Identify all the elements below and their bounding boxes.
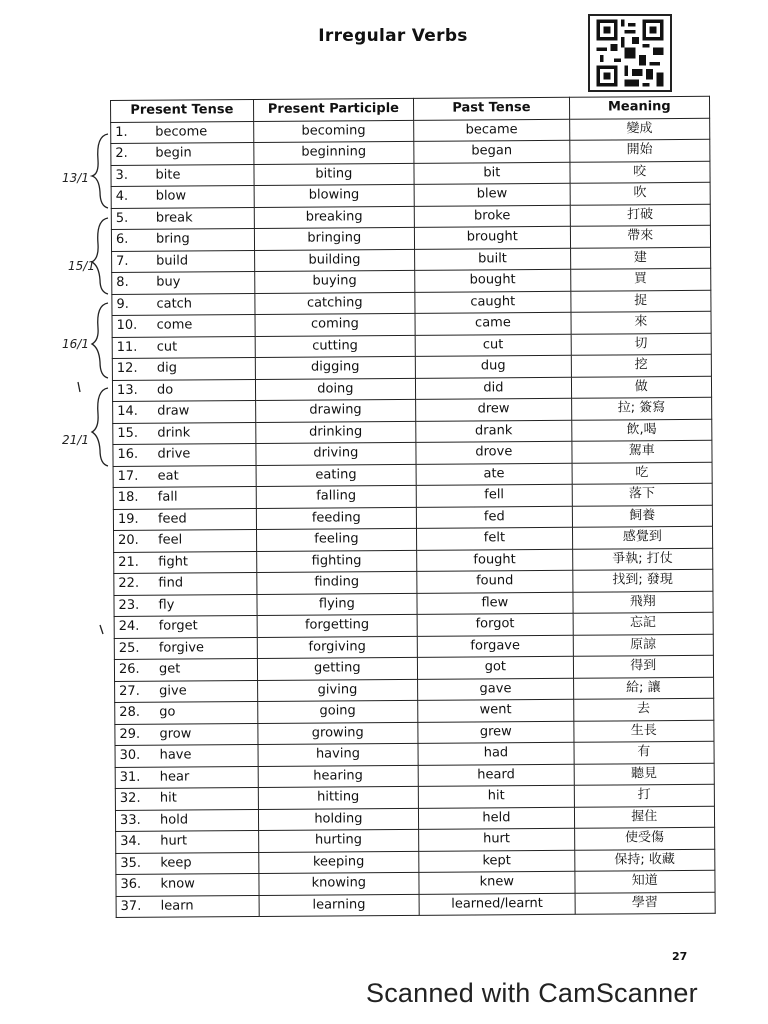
meaning-cell: 捉: [570, 290, 711, 312]
header-present-tense: Present Tense: [111, 100, 254, 122]
present-tense: eat: [157, 468, 179, 484]
row-number: 10.: [116, 318, 138, 334]
present-participle-cell: biting: [253, 163, 414, 186]
note-rows-13-16: 21/1: [62, 433, 89, 447]
present-tense-cell: [111, 121, 254, 143]
present-tense-cell: [113, 508, 256, 530]
meaning-cell: 感覺到: [572, 526, 713, 548]
row-number: 35.: [120, 855, 142, 871]
present-tense-cell: [115, 766, 258, 788]
meaning-cell: 得到: [573, 655, 714, 677]
meaning-cell: 保持; 收藏: [574, 849, 715, 871]
present-tense-cell: [111, 228, 254, 250]
present-participle-cell: driving: [255, 442, 416, 465]
present-tense: hold: [159, 812, 189, 828]
present-participle-cell: feeling: [256, 528, 417, 551]
meaning-cell: 有: [574, 741, 715, 763]
meaning-cell: 建: [570, 247, 711, 269]
present-tense: fight: [158, 554, 189, 570]
present-tense: begin: [155, 145, 192, 161]
present-tense: forgive: [158, 640, 205, 656]
header-present-participle: Present Participle: [253, 98, 414, 121]
past-tense-cell: went: [418, 699, 574, 722]
present-participle-cell: having: [258, 743, 419, 766]
meaning-cell: 駕車: [571, 440, 712, 462]
present-tense-cell: [111, 164, 254, 186]
row-number: 6.: [115, 232, 129, 248]
present-participle-cell: hurting: [258, 829, 419, 852]
present-tense-cell: [116, 830, 259, 852]
present-tense: catch: [156, 296, 193, 312]
page-number: 27: [672, 950, 688, 963]
meaning-cell: 使受傷: [574, 827, 715, 849]
present-tense: keep: [160, 855, 192, 871]
meaning-cell: 吃: [572, 462, 713, 484]
row-number: 15.: [117, 425, 139, 441]
present-tense: dig: [156, 360, 178, 376]
row-number: 8.: [116, 275, 129, 291]
row-number: 20.: [118, 533, 139, 549]
present-tense-cell: [116, 852, 259, 874]
row-number: 33.: [119, 812, 141, 828]
present-tense: grow: [159, 726, 192, 742]
meaning-cell: 忘記: [573, 612, 714, 634]
meaning-cell: 咬: [569, 161, 710, 183]
present-tense: bite: [155, 167, 181, 183]
meaning-cell: 給; 讓: [573, 677, 714, 699]
present-tense: learn: [160, 898, 194, 914]
row-number: 21.: [118, 554, 139, 570]
qr-code-icon: [588, 14, 672, 92]
row-number: 14.: [117, 404, 138, 420]
meaning-cell: 飛翔: [572, 591, 713, 613]
present-tense-cell: [113, 422, 256, 444]
present-participle-cell: eating: [256, 464, 417, 487]
present-tense: go: [159, 704, 176, 720]
present-tense-cell: [111, 143, 254, 165]
row-number: 26.: [118, 662, 140, 678]
past-tense-cell: heard: [418, 764, 574, 787]
meaning-cell: 學習: [575, 892, 716, 914]
note-rows-1-4: 13/1: [62, 171, 89, 185]
present-tense-cell: [113, 443, 256, 465]
meaning-cell: 吹: [570, 182, 711, 204]
meaning-cell: 打: [574, 784, 715, 806]
past-tense-cell: cut: [415, 334, 571, 357]
present-tense-cell: [114, 637, 257, 659]
past-tense-cell: hit: [418, 785, 574, 808]
meaning-cell: 握住: [574, 806, 715, 828]
present-tense-cell: [113, 400, 256, 422]
page-title: Irregular Verbs: [318, 26, 468, 46]
past-tense-cell: knew: [419, 871, 575, 894]
meaning-cell: 打破: [570, 204, 711, 226]
meaning-cell: 飼養: [572, 505, 713, 527]
row-number: 7.: [116, 253, 129, 269]
present-participle-cell: forgiving: [257, 636, 418, 659]
present-participle-cell: hitting: [258, 786, 419, 809]
past-tense-cell: blew: [414, 183, 570, 206]
present-tense-cell: [115, 787, 258, 809]
row-number: 1.: [115, 124, 128, 140]
present-tense: draw: [157, 403, 190, 419]
header-meaning: Meaning: [569, 96, 710, 118]
meaning-cell: 變成: [569, 118, 710, 140]
present-tense-cell: [111, 207, 254, 229]
table-row: [116, 892, 715, 918]
past-tense-cell: bought: [415, 269, 571, 292]
present-tense-cell: [112, 293, 255, 315]
meaning-cell: 買: [570, 268, 711, 290]
past-tense-cell: caught: [415, 291, 571, 314]
meaning-cell: 帶來: [570, 225, 711, 247]
note-rows-9-12: 16/1: [62, 337, 89, 351]
present-tense: feel: [158, 532, 183, 548]
present-tense-cell: [113, 465, 256, 487]
past-tense-cell: found: [417, 570, 573, 593]
present-tense: feed: [157, 511, 187, 527]
row-number: 11.: [116, 339, 138, 355]
present-tense-cell: [112, 357, 255, 379]
meaning-cell: 開始: [569, 139, 710, 161]
present-tense-cell: [116, 873, 259, 895]
past-tense-cell: had: [418, 742, 574, 765]
row-number: 23.: [118, 597, 140, 613]
row-number: 3.: [115, 167, 128, 183]
present-tense-cell: [114, 529, 257, 551]
past-tense-cell: kept: [419, 850, 575, 873]
present-participle-cell: buying: [254, 270, 415, 293]
present-participle-cell: coming: [255, 313, 416, 336]
row-number: 13.: [116, 382, 138, 398]
row-number: 22.: [118, 576, 140, 592]
meaning-cell: 飲,喝: [571, 419, 712, 441]
present-tense: do: [156, 382, 174, 398]
present-participle-cell: drawing: [255, 399, 416, 422]
meaning-cell: 生長: [573, 720, 714, 742]
row-number: 12.: [116, 361, 138, 377]
present-participle-cell: breaking: [254, 206, 415, 229]
present-tense: fly: [158, 597, 175, 613]
past-tense-cell: brought: [415, 226, 571, 249]
present-participle-cell: becoming: [253, 120, 414, 143]
row-number: 5.: [115, 210, 129, 226]
present-participle-cell: drinking: [255, 421, 416, 444]
row-number: 37.: [120, 898, 142, 914]
present-participle-cell: fighting: [256, 550, 417, 573]
present-participle-cell: building: [254, 249, 415, 272]
meaning-cell: 找到; 發現: [572, 569, 713, 591]
past-tense-cell: dug: [415, 355, 571, 378]
present-tense: bring: [155, 231, 190, 247]
present-tense: drive: [157, 446, 191, 462]
present-tense: drink: [157, 425, 191, 441]
row-number: 4.: [115, 189, 129, 205]
present-participle-cell: beginning: [253, 141, 414, 164]
row-number: 36.: [120, 877, 142, 893]
note-rows-5-8: 15/1: [68, 259, 95, 273]
present-participle-cell: feeding: [256, 507, 417, 530]
present-tense-cell: [115, 680, 258, 702]
present-participle-cell: knowing: [258, 872, 419, 895]
past-tense-cell: fell: [416, 484, 572, 507]
present-tense: break: [155, 210, 193, 226]
present-participle-cell: digging: [255, 356, 416, 379]
past-tense-cell: broke: [414, 205, 570, 228]
present-tense-cell: [112, 314, 255, 336]
meaning-cell: 挖: [571, 354, 712, 376]
past-tense-cell: learned/learnt: [419, 893, 575, 916]
present-tense: know: [160, 876, 195, 892]
present-participle-cell: flying: [256, 593, 417, 616]
present-tense: give: [159, 683, 187, 699]
present-tense: fall: [157, 489, 178, 505]
present-tense: hear: [159, 769, 190, 785]
present-participle-cell: growing: [257, 722, 418, 745]
past-tense-cell: forgot: [417, 613, 573, 636]
present-tense: buy: [156, 274, 181, 290]
present-participle-cell: holding: [258, 808, 419, 831]
present-participle-cell: hearing: [258, 765, 419, 788]
present-participle-cell: keeping: [258, 851, 419, 874]
past-tense-cell: drank: [416, 420, 572, 443]
row-number: 27.: [119, 683, 140, 699]
row-number: 29.: [119, 726, 141, 742]
row-number: 19.: [117, 511, 139, 527]
meaning-cell: 爭執; 打仗: [572, 548, 713, 570]
past-tense-cell: did: [416, 377, 572, 400]
meaning-cell: 切: [571, 333, 712, 355]
present-participle-cell: getting: [257, 657, 418, 680]
row-number: 30.: [119, 748, 141, 764]
past-tense-cell: felt: [417, 527, 573, 550]
present-tense: hit: [159, 790, 177, 806]
bracket-rows-9-12: [92, 303, 108, 378]
past-tense-cell: forgave: [417, 635, 573, 658]
present-tense: get: [158, 661, 181, 677]
bracket-rows-1-4: [92, 134, 108, 208]
meaning-cell: 原諒: [573, 634, 714, 656]
present-tense: hurt: [160, 833, 188, 849]
present-tense-cell: [112, 250, 255, 272]
past-tense-cell: drew: [416, 398, 572, 421]
present-tense-cell: [112, 336, 255, 358]
past-tense-cell: hurt: [419, 828, 575, 851]
present-participle-cell: cutting: [255, 335, 416, 358]
irregular-verbs-table: [110, 96, 716, 918]
present-tense-cell: [112, 379, 255, 401]
past-tense-cell: began: [414, 140, 570, 163]
present-participle-cell: finding: [256, 571, 417, 594]
row-number: 28.: [119, 705, 141, 721]
present-participle-cell: doing: [255, 378, 416, 401]
present-tense: build: [156, 253, 189, 269]
header-past-tense: Past Tense: [414, 97, 570, 120]
present-participle-cell: catching: [254, 292, 415, 315]
meaning-cell: 聽見: [574, 763, 715, 785]
past-tense-cell: fought: [417, 549, 573, 572]
present-tense-cell: [111, 185, 254, 207]
present-tense-cell: [115, 723, 258, 745]
present-tense-cell: [112, 271, 255, 293]
meaning-cell: 去: [573, 698, 714, 720]
past-tense-cell: bit: [414, 162, 570, 185]
meaning-cell: 拉; 簽寫: [571, 397, 712, 419]
present-tense-cell: [114, 551, 257, 573]
bracket-rows-5-8: [92, 218, 108, 294]
past-tense-cell: drove: [416, 441, 572, 464]
present-tense: blow: [155, 188, 187, 204]
row-number: 18.: [117, 490, 139, 506]
present-tense-cell: [115, 744, 258, 766]
meaning-cell: 來: [571, 311, 712, 333]
row-number: 34.: [120, 834, 141, 850]
present-tense-cell: [114, 572, 257, 594]
past-tense-cell: became: [414, 119, 570, 142]
row-number: 32.: [119, 791, 141, 807]
present-tense: have: [159, 747, 192, 763]
row-number: 31.: [119, 769, 141, 785]
present-tense-cell: [116, 895, 259, 917]
scanner-watermark: Scanned with CamScanner: [366, 978, 698, 1008]
row-number: 17.: [117, 468, 139, 484]
row-number: 9.: [116, 296, 129, 312]
meaning-cell: 做: [571, 376, 712, 398]
present-tense: become: [155, 124, 208, 140]
past-tense-cell: ate: [416, 463, 572, 486]
past-tense-cell: fed: [417, 506, 573, 529]
present-participle-cell: learning: [259, 894, 420, 917]
present-tense-cell: [113, 486, 256, 508]
present-participle-cell: giving: [257, 679, 418, 702]
present-participle-cell: blowing: [254, 184, 415, 207]
present-tense-cell: [114, 658, 257, 680]
row-number: 25.: [118, 640, 140, 656]
present-tense-cell: [114, 615, 257, 637]
row-number: 2.: [115, 146, 128, 162]
present-tense: come: [156, 317, 193, 333]
meaning-cell: 知道: [574, 870, 715, 892]
present-tense-cell: [115, 701, 258, 723]
present-tense-cell: [114, 594, 257, 616]
present-tense: find: [158, 575, 184, 591]
meaning-cell: 落下: [572, 483, 713, 505]
present-tense: cut: [156, 339, 178, 355]
past-tense-cell: came: [415, 312, 571, 335]
past-tense-cell: gave: [418, 678, 574, 701]
present-tense: forget: [158, 618, 198, 634]
past-tense-cell: held: [419, 807, 575, 830]
present-tense-cell: [115, 809, 258, 831]
present-participle-cell: forgetting: [257, 614, 418, 637]
present-participle-cell: falling: [256, 485, 417, 508]
present-participle-cell: going: [257, 700, 418, 723]
past-tense-cell: got: [418, 656, 574, 679]
bracket-rows-13-16: [92, 388, 108, 466]
past-tense-cell: built: [415, 248, 571, 271]
past-tense-cell: flew: [417, 592, 573, 615]
present-participle-cell: bringing: [254, 227, 415, 250]
row-number: 16.: [117, 447, 139, 463]
row-number: 24.: [118, 619, 140, 635]
past-tense-cell: grew: [418, 721, 574, 744]
